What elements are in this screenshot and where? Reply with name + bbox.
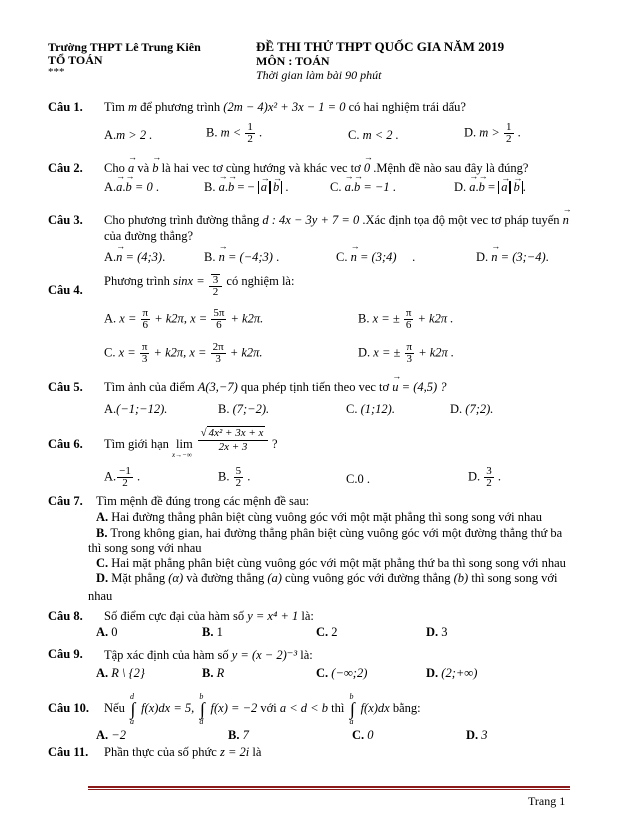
q3-option-c: C. → n = (3;4) . [336, 250, 415, 265]
q6-option-b: B. $\frac{5}{2}$ . [218, 465, 251, 489]
q7-label: Câu 7. [48, 494, 83, 508]
q5-stem: Tìm ảnh của điểm A(3,−7) qua phép tịnh tiến theo vec tơ → u = (4,5) ? [104, 380, 447, 395]
q1-option-d: D. m > $\frac{1}{2}$ . [464, 121, 521, 145]
q11-label: Câu 11. [48, 745, 89, 759]
q7-option-a: A. Hai đường thẳng phân biệt cùng vuông góc với một mặt phẳng thì song song với nhau [96, 510, 543, 524]
q6-lim-sub: x→−∞ [172, 451, 192, 459]
q4-option-b: B. x = ± $\frac{\pi}{6}$ + k2π . [358, 307, 454, 331]
q10-stem: Nếu ∫ d a f(x)dx = 5, ∫ b d f(x) = −2 với a < d < b thì ∫ b a f(x)dx bằng: [104, 692, 421, 727]
q7-option-b: B. Trong không gian, hai đường thẳng phân biệt cùng vuông góc với một đường thẳng thứ ba [96, 526, 563, 540]
q8-option-b: B. 1 [202, 625, 223, 639]
q6-option-d: D. $\frac{3}{2}$ . [468, 465, 502, 489]
q7-option-d: D. Mặt phẳng (α) và đường thẳng (a) cùng vuông góc với đường thẳng (b) thì song song với [96, 571, 558, 585]
q1-var: m [127, 100, 137, 114]
q5-option-d: D. (7;2). [450, 402, 494, 416]
q6-q: ? [272, 437, 278, 451]
q3-stem: Cho phương trình đường thẳng d : 4x − 3y + 7 = 0 .Xác định tọa độ một vec tơ pháp tuyến → n [104, 213, 569, 228]
page-number: Trang 1 [528, 794, 566, 808]
q1-option-a: A.m > 2 . [104, 128, 153, 142]
q1-stem-b: để phương trình [140, 100, 221, 114]
q9-option-d: D. (2;+∞) [426, 666, 478, 680]
q1-option-c: C. m < 2 . [348, 128, 399, 142]
q9-option-a: A. R \ {2} [96, 666, 145, 680]
integral-sign: ∫ d a [129, 692, 136, 727]
department: TỔ TOÁN [48, 53, 103, 67]
q1-stem [104, 100, 466, 115]
q6-option-a: A. $\frac{-1}{2}$ . [104, 465, 141, 489]
footer-rule [88, 786, 570, 788]
q4-option-c: C. x = $\frac{\pi}{3}$ + k2π, x = $\frac{2\pi}{3}$ + k2π. [104, 341, 263, 365]
q10-option-d: D. 3 [466, 728, 488, 742]
q2-stem: Cho → a và → b là hai vec tơ cùng hướng và khác vec tơ → 0 .Mệnh đề nào sau đây là đúng? [104, 161, 528, 176]
q2-option-b: B. → a.→ b = − → a→ b . [204, 180, 288, 195]
integral-sign: ∫ b a [349, 692, 355, 727]
q6-option-c: C.0 . [346, 472, 370, 486]
q10-option-b: B. 7 [228, 728, 249, 742]
subject: MÔN : TOÁN [256, 54, 330, 68]
q9-label: Câu 9. [48, 647, 83, 661]
q2-label: Câu 2. [48, 161, 83, 175]
q1-equation: (2m − 4)x² + 3x − 1 = 0 [223, 100, 346, 114]
exam-title: ĐỀ THI THỬ THPT QUỐC GIA NĂM 2019 [256, 39, 505, 54]
q10-option-c: C. 0 [352, 728, 374, 742]
q6-fraction: √ 4x² + 3x + x 2x + 3 [198, 426, 268, 453]
q9-stem: Tập xác định của hàm số y = (x − 2)⁻³ là: [104, 648, 313, 662]
q8-stem: Số điểm cực đại của hàm số y = x⁴ + 1 là: [104, 609, 314, 623]
q8-option-a: A. 0 [96, 625, 118, 639]
q5-option-b: B. (7;−2). [218, 402, 270, 416]
q4-option-a: A. x = $\frac{\pi}{6}$ + k2π, x = $\frac{5\pi}{6}$ + k2π. [104, 307, 264, 331]
footer-rule-thin [88, 789, 570, 790]
stars: *** [48, 66, 65, 78]
q2-option-c: C. → a.→ b = −1 . [330, 180, 396, 195]
q3-label: Câu 3. [48, 213, 83, 227]
q7-option-b-cont: thì song song với nhau [88, 541, 202, 555]
q7-option-d-cont: nhau [88, 589, 113, 603]
q8-option-c: C. 2 [316, 625, 338, 639]
q1-stem-a: Tìm [104, 100, 125, 114]
q8-option-d: D. 3 [426, 625, 448, 639]
q3-option-d: D. → n = (3;−4). [476, 250, 549, 265]
q8-label: Câu 8. [48, 609, 83, 623]
q11-stem: Phần thực của số phức z = 2i là [104, 745, 262, 759]
q2-option-a: A.→ a.→ b = 0 . [104, 180, 159, 195]
q1-label: Câu 1. [48, 100, 83, 114]
q3-stem-2: của đường thẳng? [104, 229, 194, 243]
school-name: Trường THPT Lê Trung Kiên [48, 40, 201, 54]
q5-option-a: A.(−1;−12). [104, 402, 168, 416]
q3-option-b: B. → n = (−4;3) . [204, 250, 279, 265]
q4-stem: Phương trình sinx = $\frac{3}{2}$ có nghiệm là: [104, 274, 295, 298]
q5-option-c: C. (1;12). [346, 402, 395, 416]
q10-option-a: A. −2 [96, 728, 126, 742]
q4-option-d: D. x = ± $\frac{\pi}{3}$ + k2π . [358, 341, 455, 365]
q1-option-b: B. m < $\frac{1}{2}$ . [206, 121, 263, 145]
duration: Thời gian làm bài 90 phút [256, 68, 382, 82]
integral-sign: ∫ b d [199, 692, 205, 727]
q9-option-c: C. (−∞;2) [316, 666, 368, 680]
q9-option-b: B. R [202, 666, 225, 680]
q10-label: Câu 10. [48, 701, 89, 715]
q1-stem-c: có hai nghiệm trái dấu? [348, 100, 466, 114]
q7-option-c: C. Hai mặt phẳng phân biệt cùng vuông góc với một mặt phẳng thứ ba thì song song với nhau [96, 556, 566, 570]
q6-lim: lim [176, 437, 193, 451]
q4-label: Câu 4. [48, 283, 83, 297]
q2-option-d: D. → a.→ b = → a→ b . [454, 180, 526, 195]
q5-label: Câu 5. [48, 380, 83, 394]
q6-stem-a: Tìm giới hạn [104, 437, 169, 451]
q6-label: Câu 6. [48, 437, 83, 451]
q3-option-a: A.→ n = (4;3). [104, 250, 165, 265]
q7-stem: Tìm mệnh đề đúng trong các mệnh đề sau: [96, 494, 310, 508]
